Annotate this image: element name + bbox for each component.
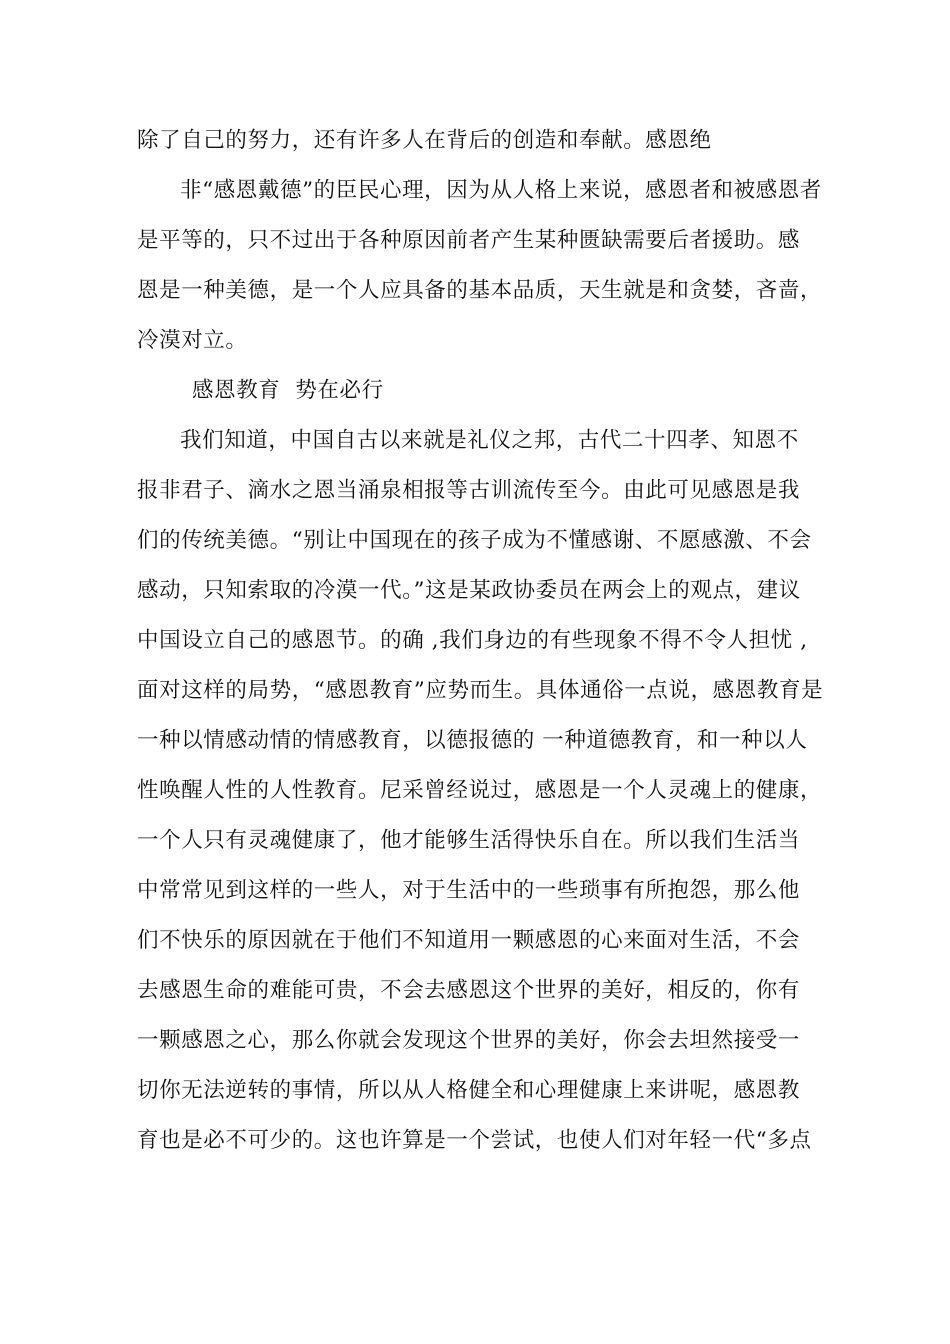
- text-line: 感动，只知索取的冷漠一代。”这是某政协委员在两会上的观点，建议: [137, 578, 801, 603]
- text-line: 恩是一种美德，是一个人应具备的基本品质，天生就是和贪婪，吝啬，: [137, 278, 823, 303]
- text-line: 性唤醒人性的人性教育。尼采曾经说过，感恩是一个人灵魂上的健康，: [137, 778, 823, 803]
- text-line: 面对这样的局势，“感恩教育”应势而生。具体通俗一点说，感恩教育是: [137, 678, 824, 703]
- text-line: 除了自己的努力，还有许多人在背后的创造和奉献。感恩绝: [137, 128, 712, 153]
- section-heading: 感恩教育 势在必行: [192, 378, 384, 403]
- text-line: 冷漠对立。: [137, 328, 248, 353]
- text-line: 育也是必不可少的。这也许算是一个尝试，也使人们对年轻一代“多点: [137, 1128, 812, 1153]
- text-line: 们的传统美德。“别让中国现在的孩子成为不懂感谢、不愿感激、不会: [137, 528, 812, 553]
- text-line: 是平等的，只不过出于各种原因前者产生某种匮缺需要后者援助。感: [137, 228, 801, 253]
- text-line: 报非君子、滴水之恩当涌泉相报等古训流传至今。由此可见感恩是我: [137, 478, 801, 503]
- text-line: 一种以情感动情的情感教育，以德报德的 一种道德教育，和一种以人: [137, 728, 808, 753]
- text-line: 非“感恩戴德”的臣民心理，因为从人格上来说，感恩者和被感恩者: [180, 178, 822, 203]
- text-line: 一颗感恩之心，那么你就会发现这个世界的美好，你会去坦然接受一: [137, 1028, 801, 1053]
- text-line: 中常常见到这样的一些人，对于生活中的一些琐事有所抱怨，那么他: [137, 878, 801, 903]
- text-line: 中国设立自己的感恩节。的确 ,我们身边的有些现象不得不令人担忧 ,: [137, 628, 808, 653]
- text-line: 们不快乐的原因就在于他们不知道用一颗感恩的心来面对生活，不会: [137, 928, 801, 953]
- text-line: 去感恩生命的难能可贵，不会去感恩这个世界的美好，相反的，你有: [137, 978, 801, 1003]
- text-line: 切你无法逆转的事情，所以从人格健全和心理健康上来讲呢，感恩教: [137, 1078, 801, 1103]
- text-line: 我们知道，中国自古以来就是礼仪之邦，古代二十四孝、知恩不: [180, 428, 799, 453]
- text-line: 一个人只有灵魂健康了，他才能够生活得快乐自在。所以我们生活当: [137, 828, 801, 853]
